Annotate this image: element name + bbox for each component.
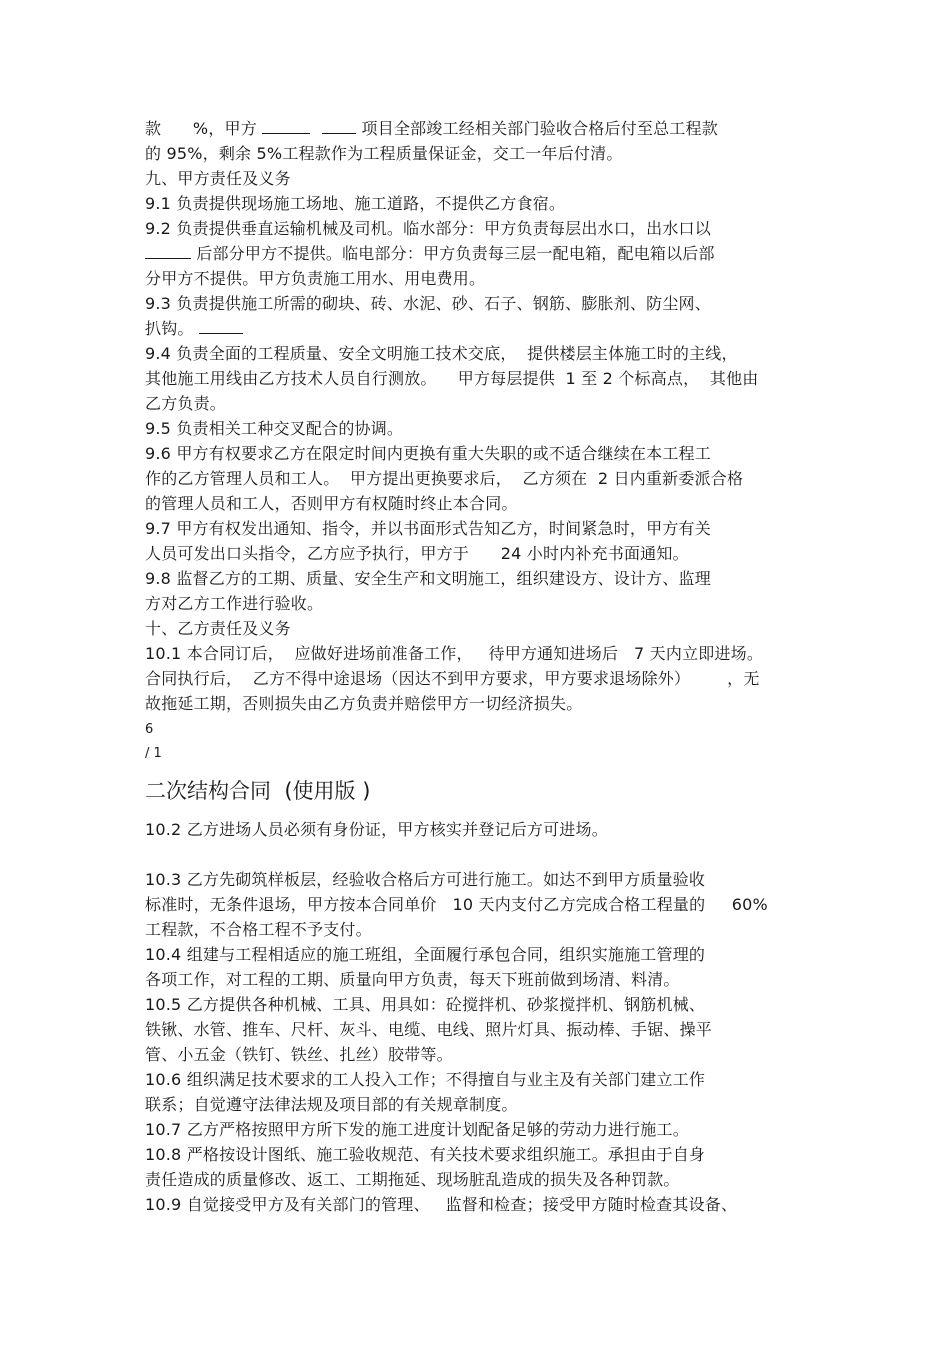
text-line: 10.9 自觉接受甲方及有关部门的管理、 监督和检查；接受甲方随时检查其设备、 xyxy=(145,1195,738,1214)
text-line: 责任造成的质量修改、返工、工期拖延、现场脏乱造成的损失及各种罚款。 xyxy=(145,1170,680,1189)
text-line: 工程款，不合格工程不予支付。 xyxy=(145,920,372,939)
text-span: 后部分甲方不提供。临电部分：甲方负责每三层一配电箱，配电箱以后部 xyxy=(191,244,715,263)
text-line xyxy=(145,118,718,140)
text-line: 各项工作，对工程的工期、质量向甲方负责，每天下班前做到场清、料清。 xyxy=(145,970,680,989)
text-span: 款 %，甲方 xyxy=(145,119,263,138)
text-line: 合同执行后， 乙方不得中途退场（因达不到甲方要求，甲方要求退场除外） ，无 xyxy=(145,669,760,688)
text-line: 方对乙方工作进行验收。 xyxy=(145,594,324,613)
text-line: 其他施工用线由乙方技术人员自行测放。 甲方每层提供 1 至 2 个标高点， 其他由 xyxy=(145,369,759,388)
text-line: 10.3 乙方先砌筑样板层，经验收合格后方可进行施工。如达不到甲方质量验收 xyxy=(145,870,706,889)
text-line: 铁锹、水管、推车、尺杆、灰斗、电缆、电线、照片灯具、振动棒、手锯、操平 xyxy=(145,1020,713,1039)
fill-blank xyxy=(262,119,310,134)
fill-blank xyxy=(145,244,191,259)
text-line: 9.8 监督乙方的工期、质量、安全生产和文明施工，组织建设方、设计方、监理 xyxy=(145,569,711,588)
text-span: 扒钩。 xyxy=(145,319,199,338)
text-line: 分甲方不提供。甲方负责施工用水、用电费用。 xyxy=(145,269,486,288)
text-line: 10.4 组建与工程相适应的施工班组，全面履行承包合同，组织实施施工管理的 xyxy=(145,945,706,964)
fill-blank xyxy=(322,119,356,134)
text-line xyxy=(145,243,715,265)
text-span: 项目全部竣工经相关部门验收合格后付至总工程款 xyxy=(356,119,718,138)
text-line: 人员可发出口头指令，乙方应予执行，甲方于 24 小时内补充书面通知。 xyxy=(145,544,689,563)
fill-blank xyxy=(199,319,243,334)
text-line: 10.8 严格按设计图纸、施工验收规范、有关技术要求组织施工。承担由于自身 xyxy=(145,1145,706,1164)
text-line: 9.4 负责全面的工程质量、安全文明施工技术交底， 提供楼层主体施工时的主线， xyxy=(145,344,738,363)
text-line: 故拖延工期，否则损失由乙方负责并赔偿甲方一切经济损失。 xyxy=(145,694,583,713)
text-line: 作的乙方管理人员和工人。 甲方提出更换要求后， 乙方须在 2 日内重新委派合格 xyxy=(145,469,744,488)
text-line: 联系；自觉遵守法律法规及项目部的有关规章制度。 xyxy=(145,1095,518,1114)
document-title: 二次结构合同 (使用版 ) xyxy=(145,779,371,803)
page-number: 6 xyxy=(145,722,154,737)
text-line: 9.6 甲方有权要求乙方在限定时间内更换有重大失职的或不适合继续在本工程工 xyxy=(145,444,711,463)
text-line: 9.3 负责提供施工所需的砌块、砖、水泥、砂、石子、钢筋、膨胀剂、防尘网、 xyxy=(145,294,711,313)
text-line: 10.2 乙方进场人员必须有身份证，甲方核实并登记后方可进场。 xyxy=(145,820,608,839)
page-total: / 1 xyxy=(145,746,162,761)
text-line: 的管理人员和工人，否则甲方有权随时终止本合同。 xyxy=(145,494,518,513)
text-line: 的 95%，剩余 5%工程款作为工程质量保证金，交工一年后付清。 xyxy=(145,144,623,163)
text-line: 管、小五金（铁钉、铁丝、扎丝）胶带等。 xyxy=(145,1045,453,1064)
text-line xyxy=(145,318,243,340)
section-heading: 九、甲方责任及义务 xyxy=(145,169,291,188)
section-heading: 十、乙方责任及义务 xyxy=(145,619,291,638)
text-line: 10.5 乙方提供各种机械、工具、用具如：砼搅拌机、砂浆搅拌机、钢筋机械、 xyxy=(145,995,706,1014)
text-line: 10.7 乙方严格按照甲方所下发的施工进度计划配备足够的劳动力进行施工。 xyxy=(145,1120,689,1139)
text-line: 10.6 组织满足技术要求的工人投入工作；不得擅自与业主及有关部门建立工作 xyxy=(145,1070,706,1089)
text-line: 9.7 甲方有权发出通知、指令，并以书面形式告知乙方，时间紧急时，甲方有关 xyxy=(145,519,711,538)
text-line: 9.2 负责提供垂直运输机械及司机。临水部分：甲方负责每层出水口，出水口以 xyxy=(145,219,711,238)
text-line: 10.1 本合同订后， 应做好进场前准备工作， 待甲方通知进场后 7 天内立即进场。 xyxy=(145,644,764,663)
text-line: 标准时，无条件退场，甲方按本合同单价 10 天内支付乙方完成合格工程量的 60% xyxy=(145,895,768,914)
text-line: 乙方负责。 xyxy=(145,394,227,413)
text-line: 9.1 负责提供现场施工场地、施工道路，不提供乙方食宿。 xyxy=(145,194,566,213)
text-line: 9.5 负责相关工种交叉配合的协调。 xyxy=(145,419,404,438)
